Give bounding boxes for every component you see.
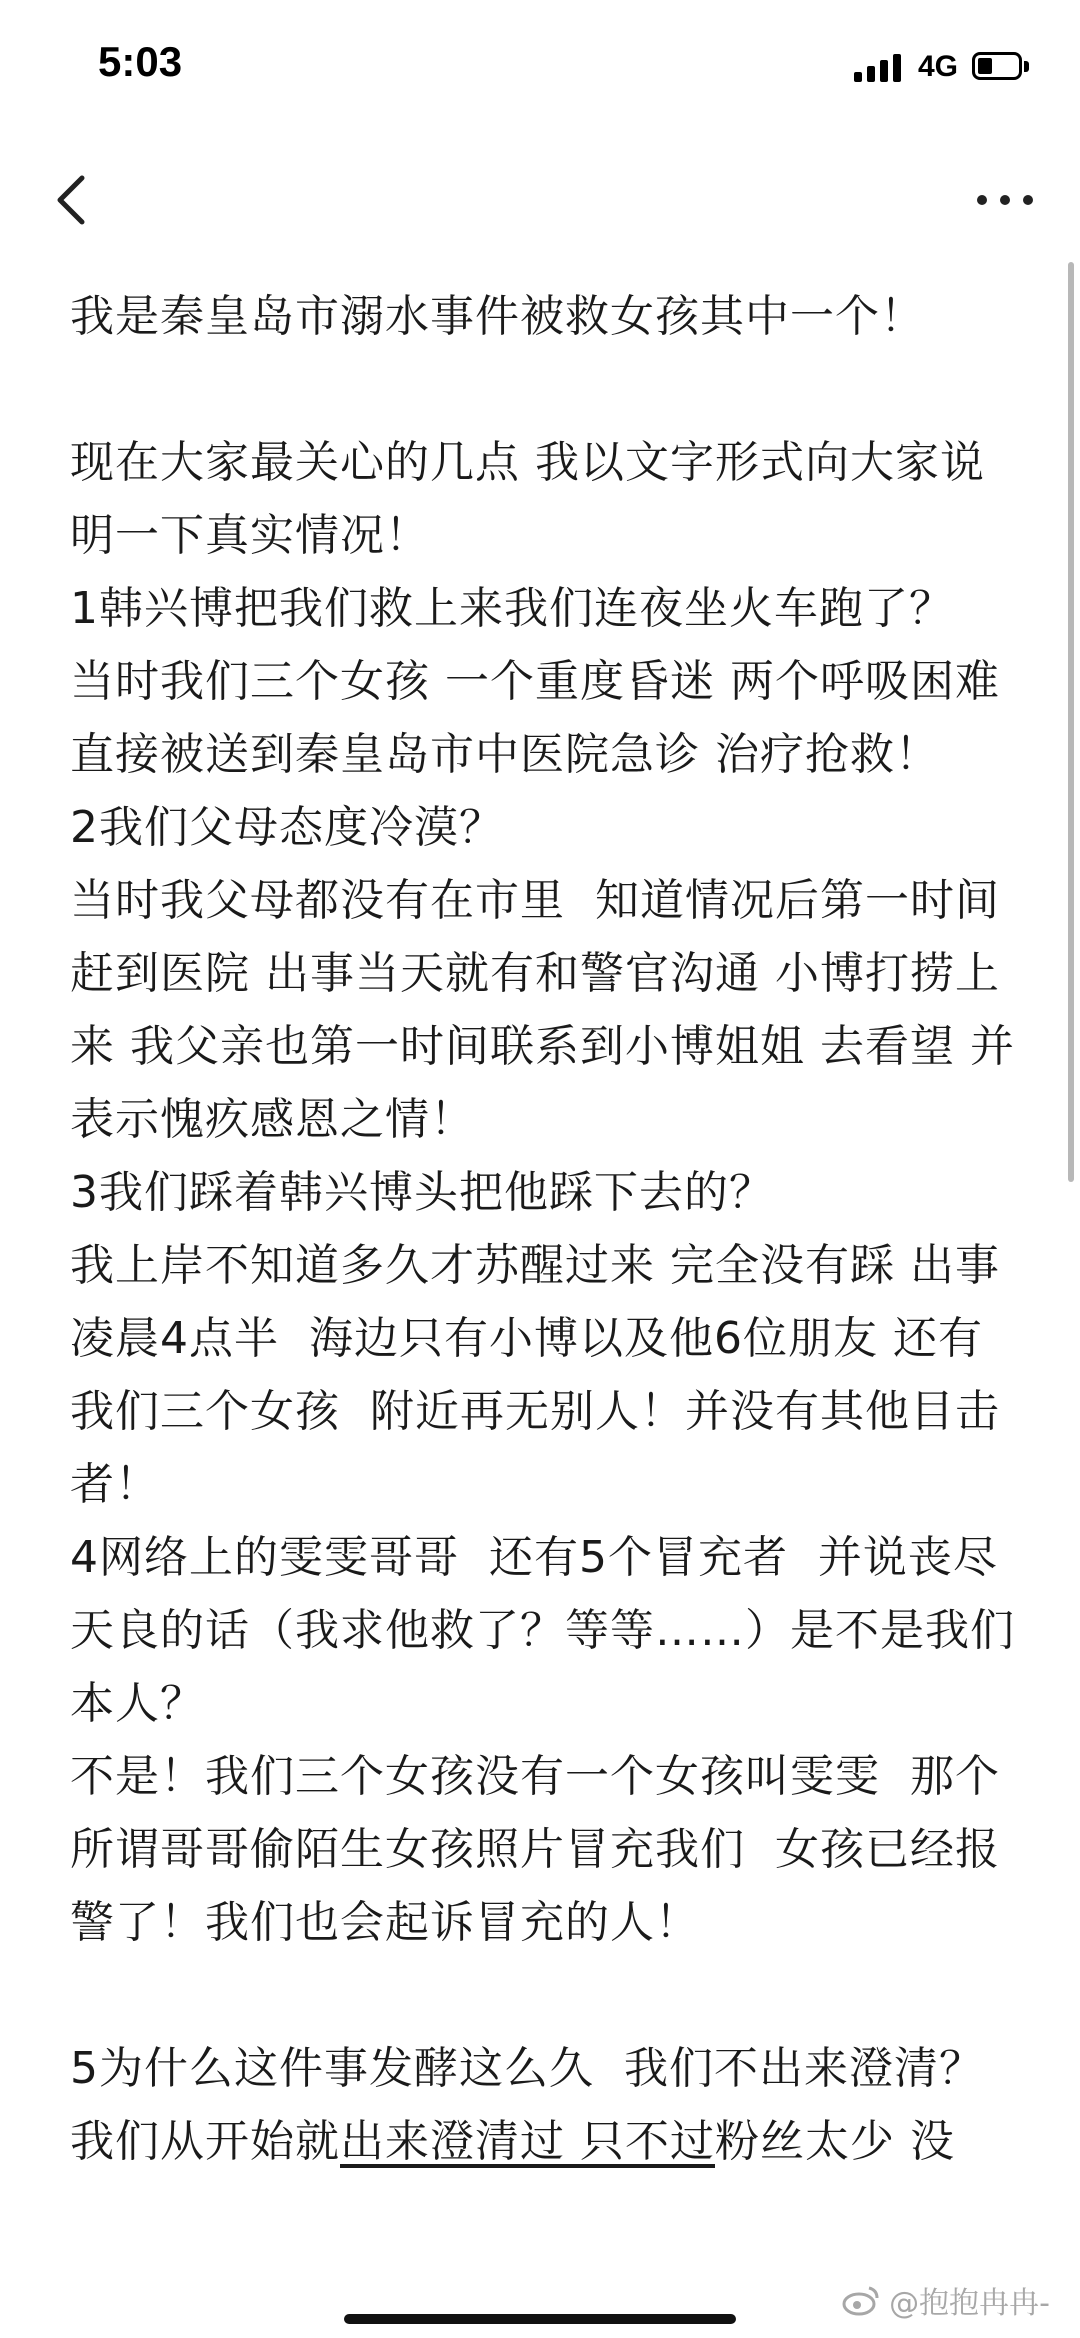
paragraph: 不是！我们三个女孩没有一个女孩叫雯雯 那个所谓哥哥偷陌生女孩照片冒充我们 女孩已经报警了！我们也会起诉冒充的人！ — [70, 1751, 1000, 1948]
back-button[interactable] — [40, 160, 110, 240]
last-line-underlined: 出来澄清过 只不过 — [340, 2116, 715, 2167]
last-line-suffix: 粉丝太少 没 — [715, 2116, 955, 2167]
status-time: 5:03 — [98, 38, 183, 85]
scrollbar-thumb[interactable] — [1068, 262, 1074, 1182]
home-indicator[interactable] — [344, 2314, 736, 2324]
paragraph-spacer — [70, 1959, 1020, 2032]
watermark-text: @抱抱冉冉- — [889, 2286, 1050, 2321]
paragraph: 当时我父母都没有在市里 知道情况后第一时间赶到医院 出事当天就有和警官沟通 小博打捞上来 我父亲也第一时间联系到小博姐姐 去看望 并表示愧疚感恩之情！ — [70, 875, 1015, 1145]
paragraph: 5为什么这件事发酵这么久 我们不出来澄清？ — [70, 2043, 984, 2094]
weibo-logo-icon — [841, 2284, 881, 2316]
paragraph: 当时我们三个女孩 一个重度昏迷 两个呼吸困难 直接被送到秦皇岛市中医院急诊 治疗抢救！ — [70, 656, 1015, 780]
paragraph: 3我们踩着韩兴博头把他踩下去的？ — [70, 1167, 774, 1218]
status-bar — [0, 0, 1080, 140]
paragraph: 2我们父母态度冷漠？ — [70, 802, 504, 853]
paragraph: 我上岸不知道多久才苏醒过来 完全没有踩 出事凌晨4点半 海边只有小博以及他6位朋友 还有我们三个女孩 附近再无别人！并没有其他目击者！ — [70, 1240, 1000, 1510]
chevron-left-icon — [40, 160, 110, 240]
paragraph: 我是秦皇岛市溺水事件被救女孩其中一个！ — [70, 291, 925, 342]
paragraph: 现在大家最关心的几点 我以文字形式向大家说明一下真实情况！ — [70, 437, 985, 561]
network-label: 4G — [917, 50, 958, 83]
paragraph-last — [70, 2105, 1020, 2178]
signal-icon — [854, 52, 904, 82]
article-body — [70, 280, 1020, 2178]
paragraph: 1韩兴博把我们救上来我们连夜坐火车跑了？ — [70, 583, 954, 634]
last-line-prefix: 我们从开始就 — [70, 2116, 340, 2167]
status-icons — [854, 50, 1030, 84]
nav-bar — [0, 140, 1080, 260]
more-horizontal-icon — [970, 170, 1040, 230]
watermark — [841, 2278, 1050, 2322]
battery-icon — [972, 52, 1030, 82]
more-button[interactable] — [970, 170, 1040, 230]
paragraph: 4网络上的雯雯哥哥 还有5个冒充者 并说丧尽天良的话（我求他救了？等等……）是不是我们本人？ — [70, 1532, 1015, 1729]
paragraph-spacer — [70, 353, 1020, 426]
